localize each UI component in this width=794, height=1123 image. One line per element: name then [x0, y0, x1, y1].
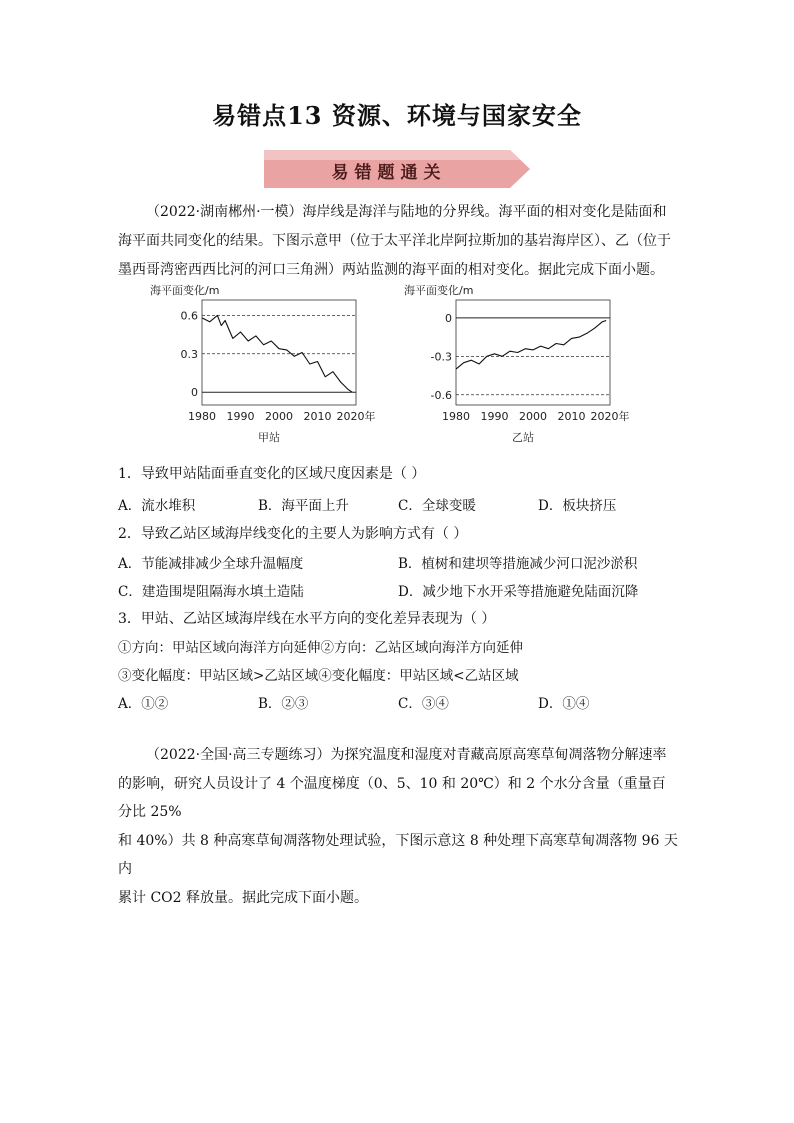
x-tick-label: 2010 — [557, 410, 586, 423]
x-tick-label: 2010 — [303, 410, 332, 423]
chart-yi-svg — [402, 280, 652, 455]
q3-statement-1: ①方向：甲站区域向海洋方向延伸②方向：乙站区域向海洋方向延伸 — [118, 640, 523, 656]
station-label: 乙站 — [512, 431, 534, 444]
intro1-line3: 墨西哥湾密西西比河的河口三角洲）两站监测的海平面的相对变化。据此完成下面小题。 — [118, 262, 664, 278]
question-3-stem: 3．甲站、乙站区域海岸线在水平方向的变化差异表现为（ ） — [118, 611, 496, 627]
chart-station-yi — [402, 280, 652, 455]
x-tick-label: 1990 — [226, 410, 255, 423]
q2-option-b[interactable]: B．植树和建坝等措施减少河口泥沙淤积 — [398, 556, 638, 572]
chart-jia-svg — [148, 280, 398, 455]
question-2-stem: 2．导致乙站区域海岸线变化的主要人为影响方式有（ ） — [118, 526, 468, 542]
y-tick-label: -0.3 — [430, 350, 452, 364]
q3-option-b[interactable]: B．②③ — [258, 696, 309, 712]
q1-option-a[interactable]: A．流水堆积 — [118, 498, 196, 514]
x-tick-label: 2020年 — [336, 410, 376, 423]
y-tick-label: 0.3 — [180, 347, 198, 361]
q2-option-a[interactable]: A．节能减排减少全球升温幅度 — [118, 556, 304, 572]
x-tick-label: 2020年 — [590, 410, 630, 423]
x-tick-label: 2000 — [265, 410, 293, 423]
intro1-line1: （2022·湖南郴州·一模）海岸线是海洋与陆地的分界线。海平面的相对变化是陆面和 — [146, 204, 667, 220]
y-tick-label: 0 — [445, 311, 452, 325]
q3-statement-2: ③变化幅度：甲站区域>乙站区域④变化幅度：甲站区域<乙站区域 — [118, 668, 519, 684]
chart-station-jia — [148, 280, 398, 455]
station-label: 甲站 — [258, 431, 280, 444]
intro1-line2: 海平面共同变化的结果。下图示意甲（位于太平洋北岸阿拉斯加的基岩海岸区）、乙（位于 — [118, 233, 671, 249]
y-axis-title: 海平面变化/m — [150, 284, 220, 297]
x-tick-label: 1990 — [480, 410, 509, 423]
q1-option-b[interactable]: B．海平面上升 — [258, 498, 349, 514]
q2-option-d[interactable]: D．减少地下水开采等措施避免陆面沉降 — [398, 584, 639, 600]
plot-frame — [456, 300, 610, 405]
x-tick-label: 2000 — [519, 410, 547, 423]
section-banner — [264, 150, 530, 188]
q2-option-c[interactable]: C．建造围堤阻隔海水填土造陆 — [118, 584, 304, 600]
intro-paragraph-1 — [118, 198, 678, 285]
intro2-line2: 的影响，研究人员设计了 4 个温度梯度（0、5、10 和 20℃）和 2 个水分含量（重量百分比 25% — [118, 775, 666, 820]
q3-option-c[interactable]: C．③④ — [398, 696, 449, 712]
page-title: 易错点13 资源、环境与国家安全 — [212, 101, 582, 130]
q3-option-a[interactable]: A．①② — [118, 696, 169, 712]
q1-option-d[interactable]: D．板块挤压 — [538, 498, 617, 514]
q1-option-c[interactable]: C．全球变暖 — [398, 498, 476, 514]
series-line-yi — [456, 321, 606, 370]
x-tick-label: 1980 — [442, 410, 470, 423]
y-axis-title: 海平面变化/m — [404, 284, 474, 297]
y-tick-label: -0.6 — [430, 388, 452, 402]
intro2-line1: （2022·全国·高三专题练习）为探究温度和湿度对青藏高原高寒草甸凋落物分解速率 — [146, 747, 667, 763]
intro-paragraph-2 — [118, 741, 678, 912]
intro2-line3: 和 40%）共 8 种高寒草甸凋落物处理试验，下图示意这 8 种处理下高寒草甸凋落物 96 天内 — [118, 832, 678, 877]
y-tick-label: 0 — [191, 386, 198, 400]
x-tick-label: 1980 — [188, 410, 216, 423]
banner-label: 易错题通关 — [331, 163, 447, 183]
q3-option-d[interactable]: D．①④ — [538, 696, 590, 712]
intro2-line4: 累计 CO2 释放量。据此完成下面小题。 — [118, 889, 368, 906]
question-1-stem: 1．导致甲站陆面垂直变化的区域尺度因素是（ ） — [118, 466, 426, 482]
y-tick-label: 0.6 — [180, 309, 198, 323]
